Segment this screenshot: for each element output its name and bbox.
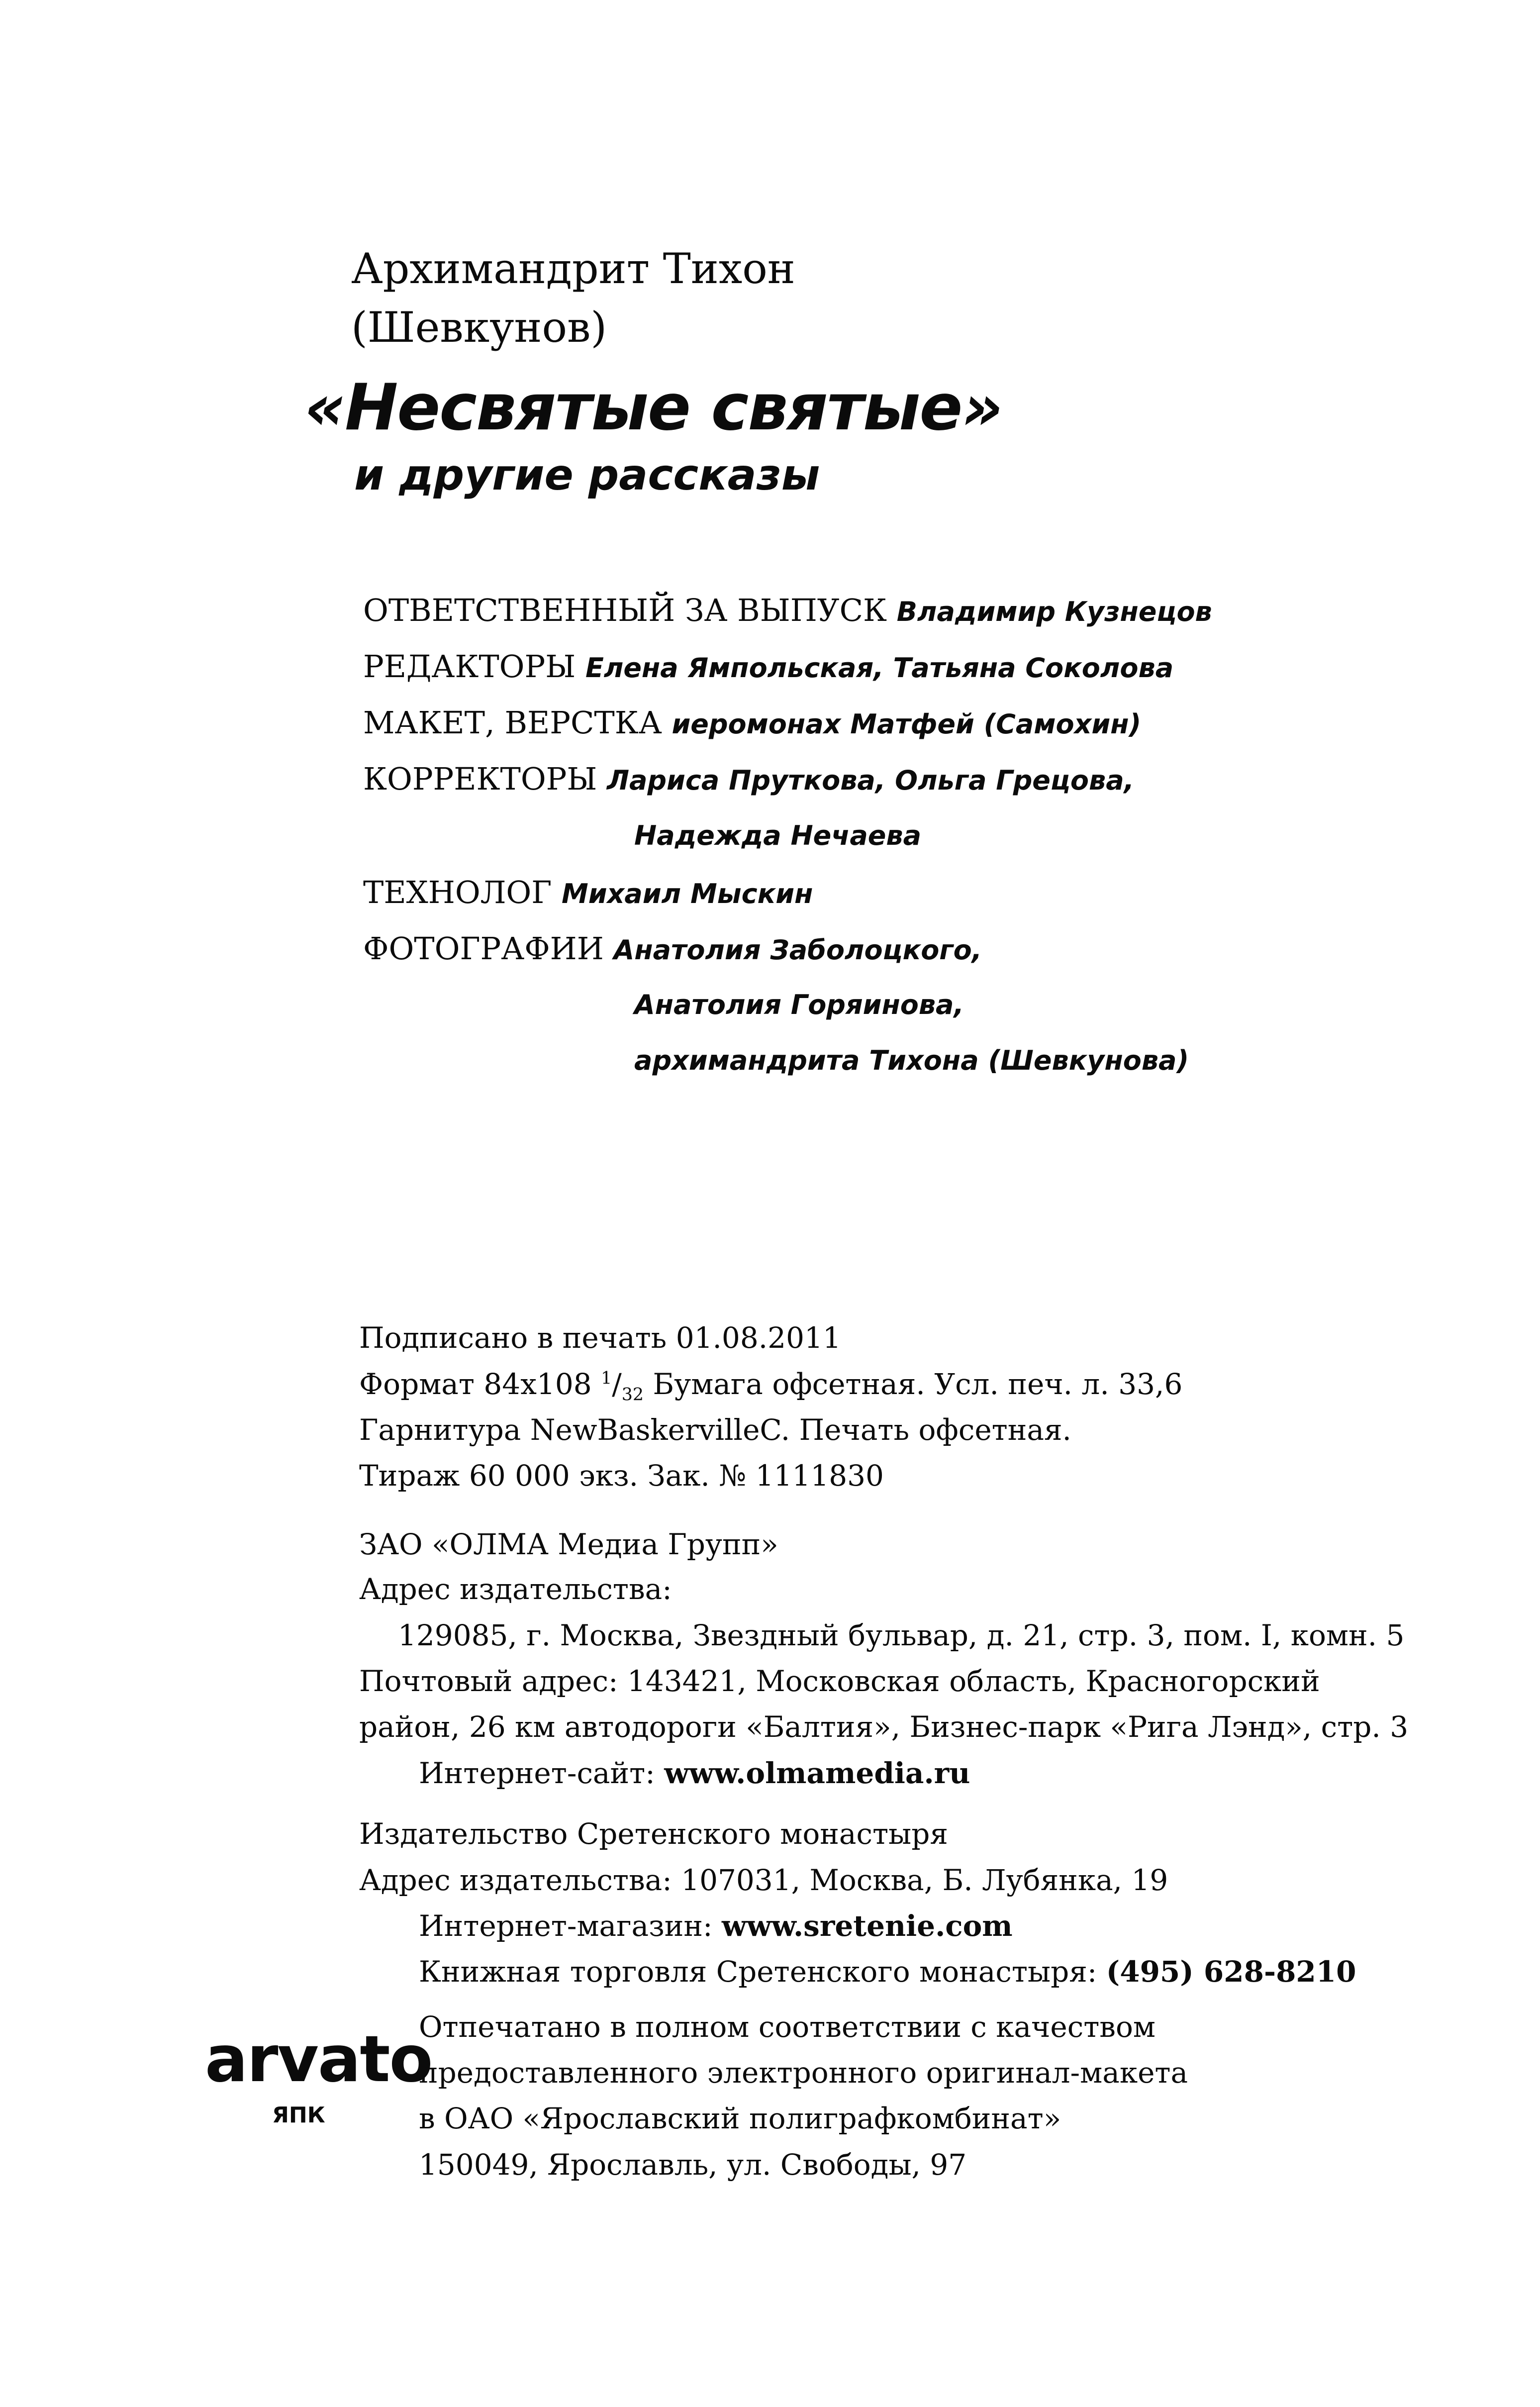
credit-name: иеромонах Матфей (Самохин): [672, 708, 1142, 740]
format-numerator: 1: [601, 1368, 612, 1389]
credit-role: ОТВЕТСТВЕННЫЙ ЗА ВЫПУСК: [363, 592, 887, 628]
credit-name-continued: архимандрита Тихона (Шевкунова): [634, 1045, 1189, 1076]
postal-address-line: Почтовый адрес: 143421, Московская область, Красногорский: [359, 1664, 1320, 1698]
author-name: Архимандрит Тихон: [351, 244, 795, 293]
credit-name: Михаил Мыскин: [561, 878, 813, 909]
online-shop-url: www.sretenie.com: [722, 1909, 1013, 1943]
address-label: Адрес издательства:: [359, 1572, 672, 1606]
credit-role: РЕДАКТОРЫ: [363, 648, 576, 685]
online-shop-label: Интернет-магазин:: [419, 1909, 722, 1943]
credit-name: Анатолия Заболоцкого,: [613, 934, 982, 966]
credit-line: [363, 874, 813, 910]
website-line: [419, 1756, 970, 1790]
online-shop-line: [419, 1909, 1013, 1943]
book-trade-line: [419, 1955, 1356, 1989]
printer-line: предоставленного электронного оригинал-макета: [419, 2056, 1188, 2090]
postal-address-line: район, 26 км автодороги «Балтия», Бизнес-парк «Рига Лэнд», стр. 3: [359, 1710, 1409, 1744]
signed-date: Подписано в печать 01.08.2011: [359, 1321, 841, 1355]
printer-line: в ОАО «Ярославский полиграфкомбинат»: [419, 2102, 1061, 2135]
credit-line: [363, 648, 1173, 685]
publisher-address: 129085, г. Москва, Звездный бульвар, д. 21, стр. 3, пом. I, комн. 5: [398, 1618, 1405, 1652]
format-suffix: Бумага офсетная. Усл. печ. л. 33,6: [644, 1367, 1183, 1401]
website-label: Интернет-сайт:: [419, 1756, 665, 1790]
credit-role: ТЕХНОЛОГ: [363, 874, 552, 910]
book-subtitle: и другие рассказы: [354, 450, 820, 500]
credit-role: ФОТОГРАФИИ: [363, 930, 604, 967]
publisher-name: Издательство Сретенского монастыря: [359, 1817, 948, 1851]
author-secular-name: (Шевкунов): [351, 303, 607, 352]
printer-line: Отпечатано в полном соответствии с качеством: [419, 2010, 1155, 2044]
publisher-address: Адрес издательства: 107031, Москва, Б. Лубянка, 19: [359, 1863, 1168, 1897]
arvato-logo-subtitle: ЯПК: [272, 2103, 325, 2128]
print-run-line: Тираж 60 000 экз. Зак. № 1111830: [359, 1459, 884, 1493]
printer-address: 150049, Ярославль, ул. Свободы, 97: [419, 2148, 967, 2182]
typeface-line: Гарнитура NewBaskervilleC. Печать офсетная.: [359, 1413, 1071, 1447]
credit-role: КОРРЕКТОРЫ: [363, 761, 597, 797]
format-denominator: 32: [621, 1385, 644, 1405]
format-line: Формат 84x108 $^1/_{32}$ Бумага офсетная. Усл. печ. л. 33,6: [359, 1367, 1183, 1405]
website-url: www.olmamedia.ru: [664, 1756, 970, 1790]
arvato-logo: arvato: [205, 2022, 432, 2097]
book-title: «Несвятые святые»: [304, 371, 1002, 445]
credit-name: Владимир Кузнецов: [896, 596, 1212, 627]
credit-role: МАКЕТ, ВЕРСТКА: [363, 704, 662, 741]
book-trade-label: Книжная торговля Сретенского монастыря:: [419, 1955, 1106, 1989]
credit-name-continued: Анатолия Горяинова,: [634, 989, 964, 1020]
credit-name: Лариса Пруткова, Ольга Грецова,: [607, 765, 1135, 796]
credit-line: [363, 930, 982, 967]
format-prefix: Формат 84x108: [359, 1367, 601, 1401]
credit-line: [363, 761, 1134, 797]
publisher-name: ЗАО «ОЛМА Медиа Групп»: [359, 1527, 778, 1561]
credit-line: [363, 592, 1212, 628]
credit-name-continued: Надежда Нечаева: [634, 820, 922, 851]
credit-line: [363, 704, 1141, 741]
book-trade-phone: (495) 628-8210: [1106, 1955, 1356, 1989]
credit-name: Елена Ямпольская, Татьяна Соколова: [585, 652, 1174, 684]
